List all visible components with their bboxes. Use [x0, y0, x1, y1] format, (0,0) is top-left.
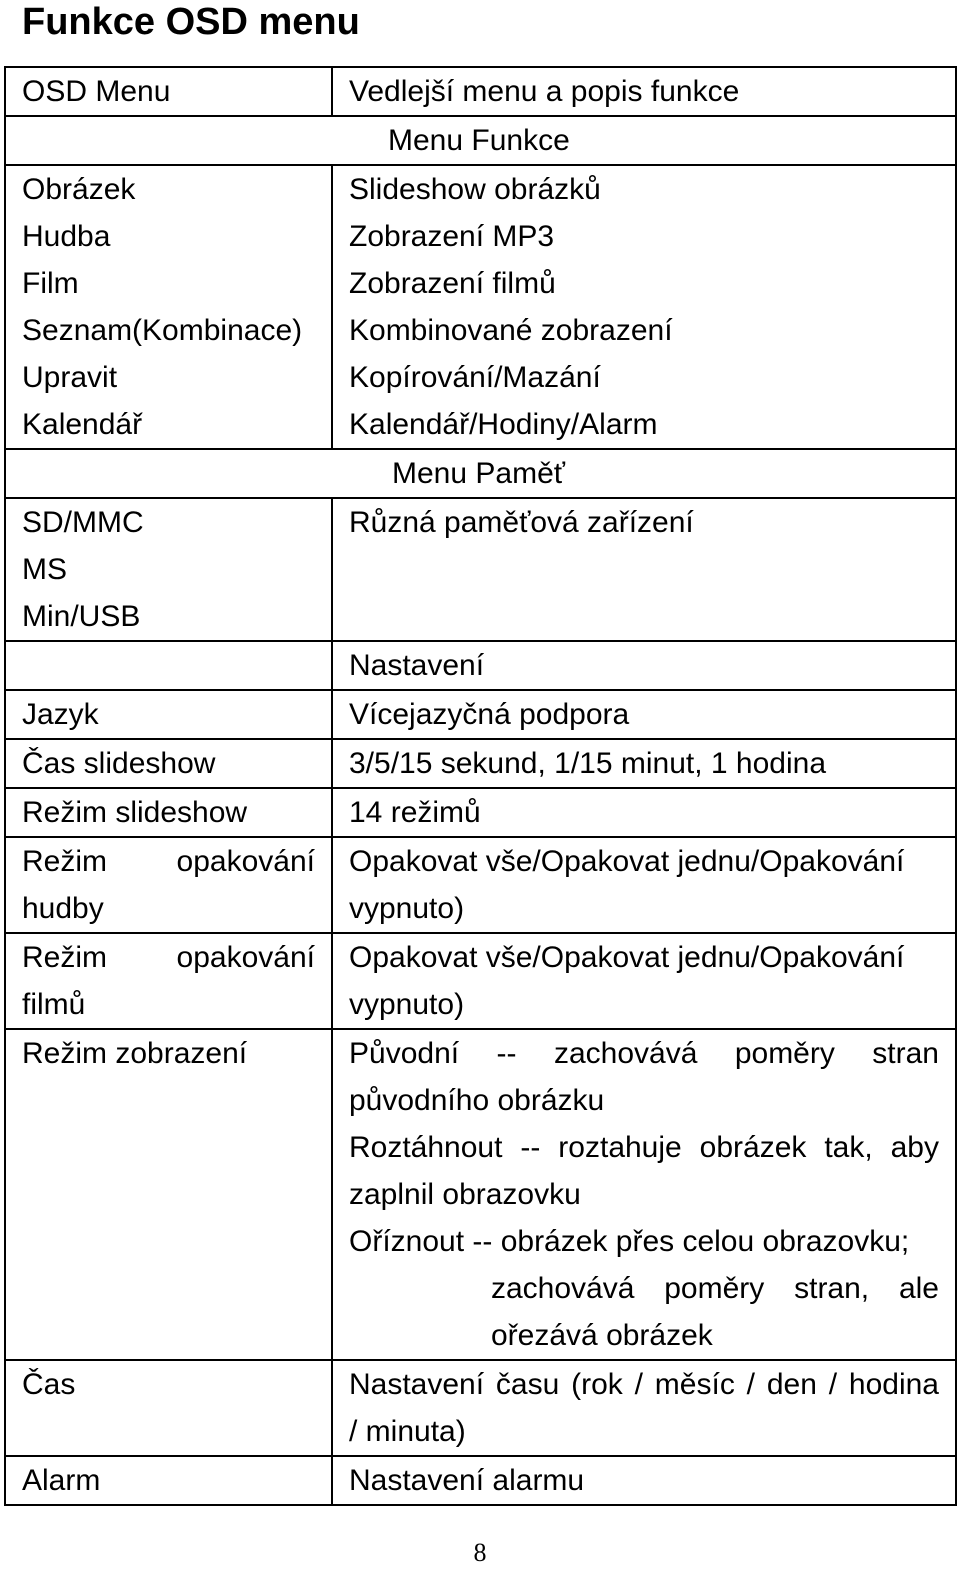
- section-title-nastaveni: Nastavení: [332, 641, 956, 690]
- section-title-funkce: Menu Funkce: [5, 116, 956, 165]
- row-desc-cas-slideshow: 3/5/15 sekund, 1/15 minut, 1 hodina: [332, 739, 956, 788]
- table-row: [5, 739, 956, 788]
- row-item-rezim-slideshow: Režim slideshow: [5, 788, 332, 837]
- row-item-rezim-filmu: Režim opakování filmů: [5, 933, 332, 1029]
- header-col1: OSD Menu: [5, 67, 332, 116]
- row-item-cas: Čas: [5, 1360, 332, 1456]
- row-item-rezim-hudby: Režim opakování hudby: [5, 837, 332, 933]
- row-desc-rezim-slideshow: 14 režimů: [332, 788, 956, 837]
- page-number: 8: [473, 1538, 487, 1567]
- funkce-items: Obrázek Hudba Film Seznam(Kombinace) Upravit Kalendář: [5, 165, 332, 449]
- page-title: Funkce OSD menu: [22, 1, 360, 43]
- row-desc-alarm: Nastavení alarmu: [332, 1456, 956, 1505]
- header-col2: Vedlejší menu a popis funkce: [332, 67, 956, 116]
- row-desc-rezim-zobrazeni: Původní -- zachovává poměry stran původního obrázku Roztáhnout -- roztahuje obrázek tak, aby zaplnil obrazovku Oříznout -- obrázek přes celou obrazovku; zachovává poměry stran, ale ořezává obrázek: [332, 1029, 956, 1360]
- row-item-cas-slideshow: Čas slideshow: [5, 739, 332, 788]
- table-row: [5, 1029, 956, 1360]
- row-desc-rezim-hudby: Opakovat vše/Opakovat jednu/Opakování vypnuto): [332, 837, 956, 933]
- row-item-alarm: Alarm: [5, 1456, 332, 1505]
- table-row: [5, 1456, 956, 1505]
- osd-menu-table: [4, 66, 957, 1506]
- row-item-jazyk: Jazyk: [5, 690, 332, 739]
- section-row-pamet: [5, 449, 956, 498]
- row-item-rezim-zobrazeni: Režim zobrazení: [5, 1029, 332, 1360]
- section-row-nastaveni: [5, 641, 956, 690]
- table-header-row: [5, 67, 956, 116]
- funkce-descriptions: Slideshow obrázků Zobrazení MP3 Zobrazení filmů Kombinované zobrazení Kopírování/Mazání Kalendář/Hodiny/Alarm: [332, 165, 956, 449]
- pamet-description: Různá paměťová zařízení: [332, 498, 956, 641]
- table-row: [5, 165, 956, 449]
- row-desc-cas: Nastavení času (rok / měsíc / den / hodina / minuta): [332, 1360, 956, 1456]
- row-desc-jazyk: Vícejazyčná podpora: [332, 690, 956, 739]
- pamet-items: SD/MMC MS Min/USB: [5, 498, 332, 641]
- table-row: [5, 1360, 956, 1456]
- section-row-funkce: [5, 116, 956, 165]
- section-title-pamet: Menu Paměť: [5, 449, 956, 498]
- section-empty-cell: [5, 641, 332, 690]
- table-row: [5, 498, 956, 641]
- table-row: [5, 788, 956, 837]
- table-row: [5, 933, 956, 1029]
- table-row: [5, 690, 956, 739]
- row-desc-rezim-filmu: Opakovat vše/Opakovat jednu/Opakování vypnuto): [332, 933, 956, 1029]
- table-row: [5, 837, 956, 933]
